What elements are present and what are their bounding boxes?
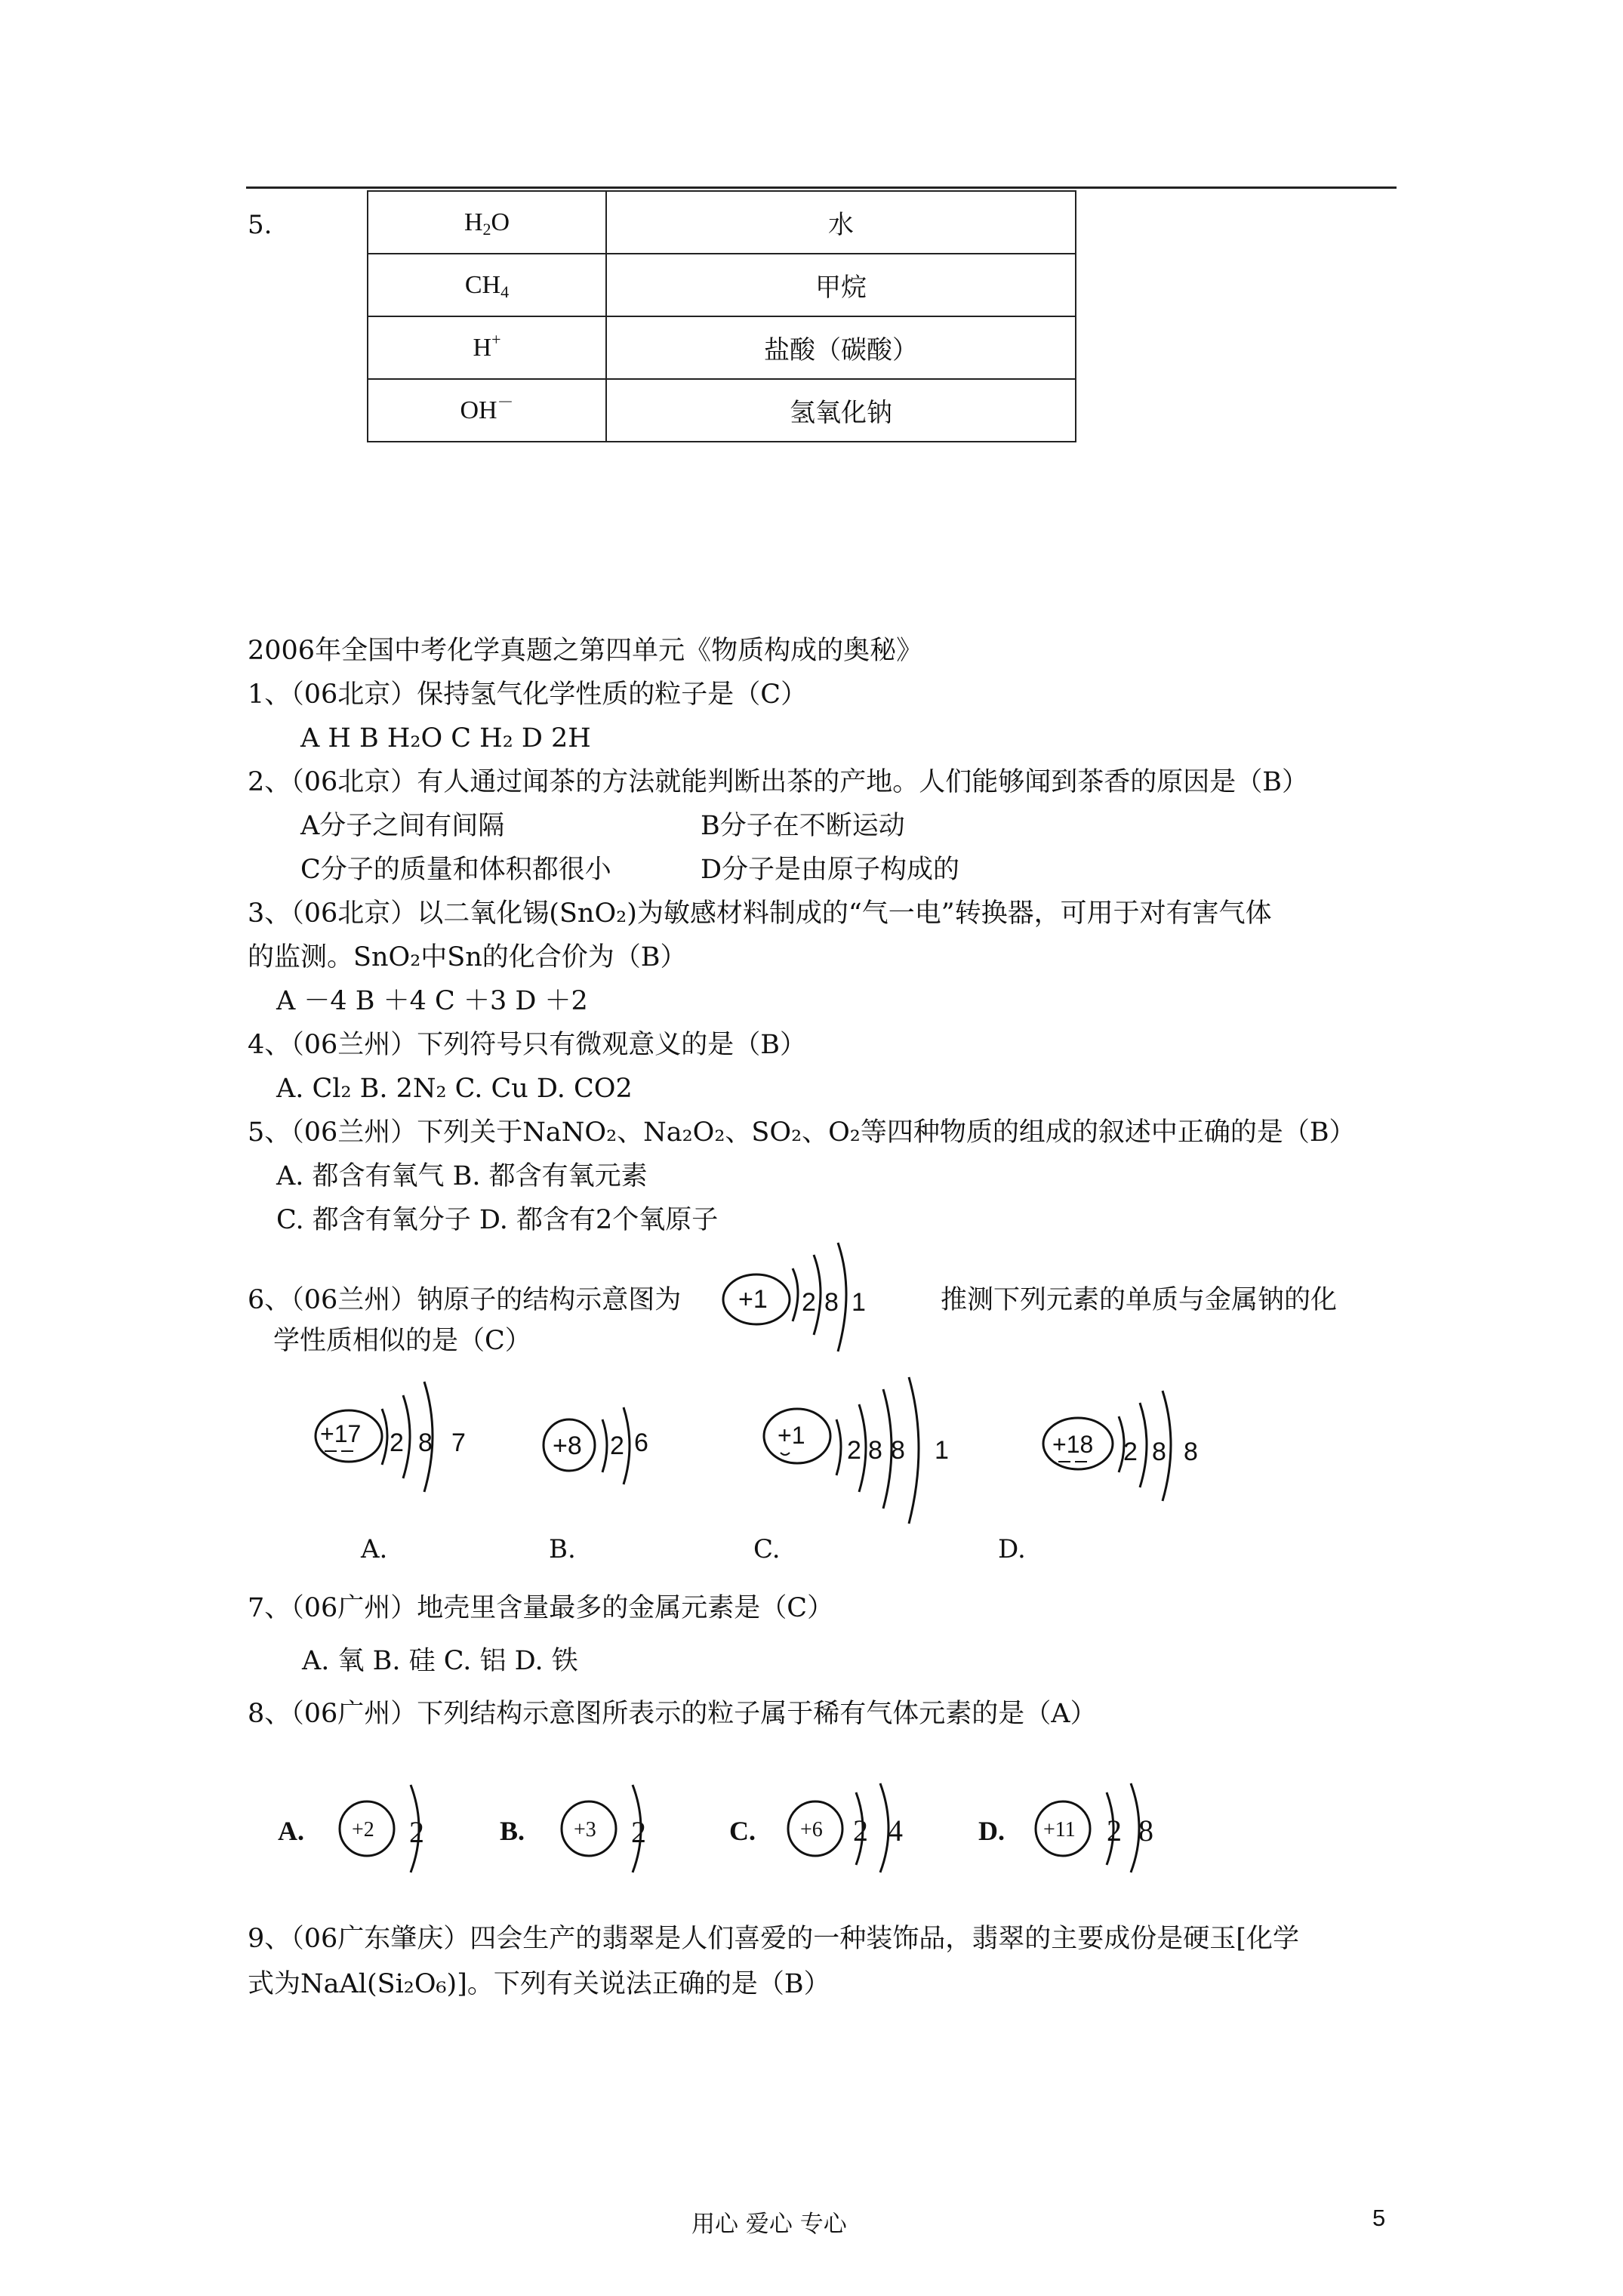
- sodium-shell-arc-1: [793, 1268, 798, 1321]
- q8-a-shell-1: 2: [409, 1815, 424, 1849]
- q8-label-c: C.: [729, 1816, 756, 1846]
- section-number: 5.: [248, 210, 273, 240]
- formula-table-row: [368, 191, 1076, 254]
- q8-b-shell-1: 2: [631, 1815, 646, 1849]
- q8-b-nucleus: +3: [574, 1818, 596, 1841]
- q5-options-cd: C. 都含有氧分子 D. 都含有2个氧原子: [276, 1205, 719, 1235]
- formula-cell: $CH_4$: [368, 254, 606, 316]
- q3-line1: 3、（06北京）以二氧化锡(SnO₂)为敏感材料制成的“气一电”转换器，可用于对有害气体: [248, 898, 1272, 929]
- substance-name-cell: 水: [606, 191, 1076, 254]
- q1-stem: 1、（06北京）保持氢气化学性质的粒子是（C）: [248, 680, 808, 710]
- q8-a-nucleus: +2: [352, 1818, 374, 1841]
- q6-d-nucleus: +18: [1052, 1431, 1094, 1458]
- q5-stem: 5、（06兰州）下列关于NaNO₂、Na₂O₂、SO₂、O₂等四种物质的组成的叙述中正确的是（B）: [248, 1117, 1356, 1148]
- q6-c-shell-3: 8: [891, 1436, 905, 1465]
- formula-cell: H+: [368, 316, 606, 379]
- sodium-shell-2: 8: [824, 1288, 839, 1317]
- q8-label-a: A.: [278, 1816, 304, 1846]
- substance-name-cell: 盐酸（碳酸）: [606, 316, 1076, 379]
- q6-b-shell-2: 6: [634, 1428, 648, 1457]
- q5-options-ab: A. 都含有氧气 B. 都含有氧元素: [276, 1161, 648, 1191]
- q6-a-shell-1: 2: [390, 1428, 404, 1457]
- q2-option-d: D分子是由原子构成的: [701, 855, 960, 885]
- q6-stem-part1: 6、（06兰州）钠原子的结构示意图为: [248, 1285, 682, 1315]
- q8-atom-b: [554, 1779, 675, 1877]
- page-title: 2006年全国中考化学真题之第四单元《物质构成的奥秘》: [248, 636, 923, 666]
- q4-stem: 4、（06兰州）下列符号只有微观意义的是（B）: [248, 1030, 807, 1060]
- q8-c-shell-1: 2: [853, 1814, 868, 1848]
- q6-label-c: C.: [753, 1534, 781, 1564]
- q6-a-nucleus: +17: [320, 1420, 362, 1447]
- q7-options: A. 氧 B. 硅 C. 铝 D. 铁: [302, 1646, 578, 1676]
- q9-line2: 式为NaAl(Si₂O₆)]。下列有关说法正确的是（B）: [248, 1969, 830, 1999]
- q2-option-a: A分子之间有间隔: [300, 811, 505, 841]
- q3-line2: 的监测。SnO₂中Sn的化合价为（B）: [248, 942, 687, 972]
- formula-table-row: [368, 254, 1076, 316]
- q6-a-shell-3: 7: [451, 1428, 466, 1457]
- sodium-shell-arc-3: [838, 1243, 846, 1351]
- formula-table-row: [368, 316, 1076, 379]
- sodium-shell-3: 1: [852, 1288, 866, 1317]
- formula-cell: $H_2O$: [368, 191, 606, 254]
- sodium-nucleus-charge: +1: [738, 1285, 768, 1314]
- q6-atom-c: [755, 1374, 981, 1548]
- q8-d-nucleus: +11: [1043, 1818, 1076, 1841]
- q9-line1: 9、（06广东肇庆）四会生产的翡翠是人们喜爱的一种装饰品，翡翠的主要成份是硬玉[化学: [248, 1924, 1299, 1954]
- sodium-atom-diagram: [717, 1238, 891, 1367]
- page-number: 5: [1372, 2205, 1386, 2231]
- q6-label-a: A.: [361, 1534, 388, 1564]
- substance-name-cell: 氢氧化钠: [606, 379, 1076, 442]
- q6-stem-part2: 推测下列元素的单质与金属钠的化: [941, 1285, 1338, 1315]
- q6-stem-line2: 学性质相似的是（C）: [273, 1326, 531, 1356]
- q6-d-shell-3: 8: [1184, 1438, 1198, 1466]
- substance-name-cell: 甲烷: [606, 254, 1076, 316]
- q8-c-shell-2: 4: [888, 1814, 903, 1848]
- q2-option-b: B分子在不断运动: [701, 811, 905, 841]
- q6-a-shell-2: 8: [418, 1428, 433, 1457]
- q8-atom-a: [332, 1779, 453, 1877]
- q8-atom-d: [1028, 1779, 1194, 1877]
- q7-stem: 7、（06广州）地壳里含量最多的金属元素是（C）: [248, 1593, 834, 1623]
- formula-table-row: [368, 379, 1076, 442]
- q4-options: A. Cl₂ B. 2N₂ C. Cu D. CO2: [276, 1074, 633, 1104]
- q8-c-nucleus: +6: [800, 1818, 823, 1841]
- sodium-shell-1: 2: [802, 1288, 816, 1317]
- q2-stem: 2、（06北京）有人通过闻茶的方法就能判断出茶的产地。人们能够闻到茶香的原因是（B）: [248, 767, 1309, 797]
- q6-atom-a: [310, 1367, 491, 1502]
- q6-b-nucleus: +8: [553, 1432, 582, 1460]
- q6-c-shell-2: 8: [868, 1436, 882, 1465]
- q1-options: A H B H₂O C H₂ D 2H: [300, 723, 591, 754]
- q2-option-c: C分子的质量和体积都很小: [300, 855, 611, 885]
- q8-label-b: B.: [500, 1816, 525, 1846]
- q6-label-d: D.: [998, 1534, 1026, 1564]
- q6-c-shell-1: 2: [847, 1436, 861, 1465]
- q6-b-shell-1: 2: [610, 1432, 624, 1460]
- q6-d-shell-2: 8: [1152, 1438, 1166, 1466]
- q6-c-nucleus: +1: [778, 1422, 805, 1449]
- q6-atom-b: [536, 1397, 687, 1495]
- header-rule: [246, 186, 1397, 189]
- footer-motto: 用心 爱心 专心: [691, 2211, 847, 2238]
- formula-cell: OH－: [368, 379, 606, 442]
- formula-table: [367, 190, 1076, 442]
- q8-d-shell-1: 2: [1107, 1814, 1122, 1848]
- q6-c-shell-4: 1: [935, 1436, 949, 1465]
- q3-options: A －4 B ＋4 C ＋3 D ＋2: [276, 986, 588, 1016]
- q6-d-shell-1: 2: [1123, 1438, 1138, 1466]
- q8-atom-c: [781, 1779, 932, 1877]
- q8-stem: 8、（06广州）下列结构示意图所表示的粒子属于稀有气体元素的是（A）: [248, 1699, 1097, 1729]
- q6-atom-d: [1034, 1389, 1238, 1525]
- q8-d-shell-2: 8: [1138, 1814, 1153, 1848]
- q6-label-b: B.: [549, 1534, 576, 1564]
- q8-label-d: D.: [978, 1816, 1005, 1846]
